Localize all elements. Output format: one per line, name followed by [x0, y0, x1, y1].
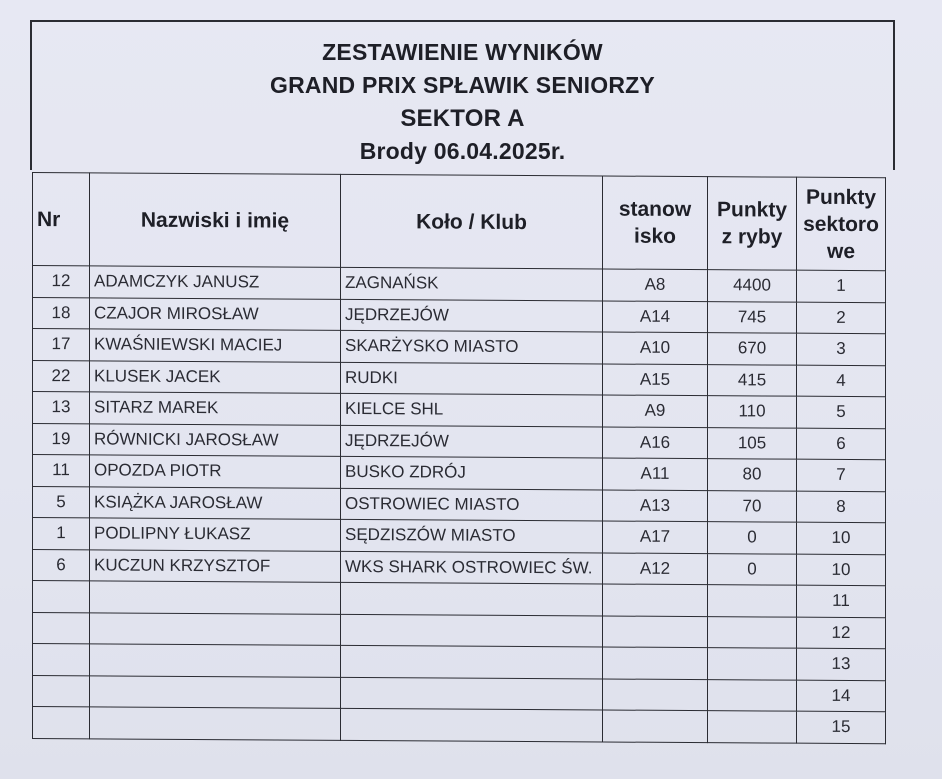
cell-name: KUCZUN KRZYSZTOF	[90, 549, 341, 582]
cell-club	[341, 677, 603, 710]
cell-name: RÓWNICKI JAROSŁAW	[90, 423, 341, 456]
cell-position	[603, 615, 708, 647]
table-row	[33, 675, 886, 712]
cell-fish-points: 0	[708, 522, 797, 554]
cell-name: ADAMCZYK JANUSZ	[90, 266, 341, 299]
cell-club: WKS SHARK OSTROWIEC ŚW.	[341, 551, 603, 584]
cell-fish-points: 70	[708, 490, 797, 522]
cell-club: BUSKO ZDRÓJ	[341, 456, 603, 489]
cell-nr	[33, 707, 90, 739]
cell-club: JĘDRZEJÓW	[341, 299, 603, 332]
table-row	[33, 266, 886, 303]
header-position	[603, 176, 708, 270]
cell-club: KIELCE SHL	[341, 393, 603, 426]
cell-name: KWAŚNIEWSKI MACIEJ	[90, 329, 341, 362]
header-row	[33, 173, 886, 271]
table-row	[33, 329, 886, 366]
header-position-part2: isko	[633, 224, 677, 248]
cell-name: CZAJOR MIROSŁAW	[90, 297, 341, 330]
cell-name: KSIĄŻKA JAROSŁAW	[90, 486, 341, 519]
cell-sector-points: 1	[797, 270, 886, 302]
header-name: Nazwiski i imię	[90, 173, 341, 268]
cell-position: A8	[603, 269, 708, 301]
header-sector-points-part2: sektoro	[803, 212, 879, 236]
cell-club: SĘDZISZÓW MIASTO	[341, 519, 603, 552]
cell-position: A17	[603, 521, 708, 553]
cell-sector-points: 10	[797, 522, 886, 554]
header-fish-points-part1: Punkty	[716, 198, 787, 222]
table-row	[33, 423, 886, 460]
header-sector-points-part3: we	[826, 239, 855, 263]
cell-nr: 5	[33, 486, 90, 518]
cell-nr	[33, 581, 90, 613]
cell-sector-points: 14	[797, 680, 886, 712]
cell-club: RUDKI	[341, 362, 603, 395]
cell-fish-points	[708, 616, 797, 648]
header-club: Koło / Klub	[341, 174, 603, 269]
cell-name	[90, 675, 341, 708]
cell-club	[341, 645, 603, 678]
cell-sector-points: 4	[797, 365, 886, 397]
header-sector-points	[797, 177, 886, 271]
cell-nr: 13	[33, 392, 90, 424]
cell-fish-points: 415	[708, 364, 797, 396]
cell-fish-points: 4400	[708, 270, 797, 302]
cell-sector-points: 3	[797, 333, 886, 365]
cell-club: JĘDRZEJÓW	[341, 425, 603, 458]
cell-club: ZAGNAŃSK	[341, 267, 603, 300]
cell-club: OSTROWIEC MIASTO	[341, 488, 603, 521]
cell-nr	[33, 612, 90, 644]
cell-name	[90, 612, 341, 645]
cell-sector-points: 2	[797, 302, 886, 334]
cell-name: SITARZ MAREK	[90, 392, 341, 425]
cell-club: SKARŻYSKO MIASTO	[341, 330, 603, 363]
cell-sector-points: 15	[797, 711, 886, 743]
cell-nr	[33, 644, 90, 676]
cell-nr: 6	[33, 549, 90, 581]
table-row	[33, 644, 886, 681]
cell-fish-points: 0	[708, 553, 797, 585]
cell-fish-points: 80	[708, 459, 797, 491]
cell-sector-points: 5	[797, 396, 886, 428]
cell-position	[603, 647, 708, 679]
cell-nr	[33, 675, 90, 707]
location-date: Brody 06.04.2025r.	[359, 138, 566, 164]
cell-position: A11	[603, 458, 708, 490]
cell-nr: 22	[33, 360, 90, 392]
cell-sector-points: 11	[797, 585, 886, 617]
table-row	[33, 518, 886, 555]
document-title: ZESTAWIENIE WYNIKÓW	[322, 39, 603, 65]
cell-sector-points: 10	[797, 554, 886, 586]
cell-fish-points: 105	[708, 427, 797, 459]
cell-name: KLUSEK JACEK	[90, 360, 341, 393]
cell-position	[603, 710, 708, 742]
table-row	[33, 392, 886, 429]
results-body	[33, 266, 886, 744]
cell-sector-points: 13	[797, 648, 886, 680]
table-row	[33, 486, 886, 523]
table-row	[33, 581, 886, 618]
cell-nr: 18	[33, 297, 90, 329]
cell-position: A10	[603, 332, 708, 364]
header-nr: Nr	[33, 173, 90, 266]
cell-position: A14	[603, 300, 708, 332]
table-row	[33, 707, 886, 744]
cell-name	[90, 581, 341, 614]
cell-fish-points: 110	[708, 396, 797, 428]
cell-fish-points	[708, 679, 797, 711]
cell-club	[341, 708, 603, 741]
header-fish-points	[708, 177, 797, 271]
table-row	[33, 612, 886, 649]
cell-sector-points: 8	[797, 491, 886, 523]
table-row	[33, 360, 886, 397]
title-block	[30, 20, 895, 170]
cell-fish-points	[708, 585, 797, 617]
cell-sector-points: 12	[797, 617, 886, 649]
cell-position: A12	[603, 552, 708, 584]
results-table	[32, 172, 886, 744]
cell-club	[341, 582, 603, 615]
cell-nr: 12	[33, 266, 90, 298]
cell-name: PODLIPNY ŁUKASZ	[90, 518, 341, 551]
cell-name	[90, 644, 341, 677]
cell-position: A9	[603, 395, 708, 427]
header-position-part1: stanow	[618, 197, 692, 222]
cell-position: A15	[603, 363, 708, 395]
cell-name: OPOZDA PIOTR	[90, 455, 341, 488]
cell-sector-points: 6	[797, 428, 886, 460]
table-row	[33, 455, 886, 492]
cell-sector-points: 7	[797, 459, 886, 491]
cell-fish-points	[708, 711, 797, 743]
cell-position: A16	[603, 426, 708, 458]
cell-fish-points	[708, 648, 797, 680]
table-row	[33, 297, 886, 334]
cell-position	[603, 584, 708, 616]
cell-nr: 11	[33, 455, 90, 487]
header-fish-points-part2: z ryby	[721, 225, 783, 249]
cell-nr: 19	[33, 423, 90, 455]
cell-nr: 17	[33, 329, 90, 361]
cell-position	[603, 678, 708, 710]
cell-position: A13	[603, 489, 708, 521]
header-sector-points-part1: Punkty	[805, 185, 876, 209]
cell-fish-points: 745	[708, 301, 797, 333]
cell-fish-points: 670	[708, 333, 797, 365]
cell-name	[90, 707, 341, 740]
cell-nr: 1	[33, 518, 90, 550]
cell-club	[341, 614, 603, 647]
sector-label: SEKTOR A	[400, 105, 525, 132]
competition-name: GRAND PRIX SPŁAWIK SENIORZY	[270, 72, 655, 98]
table-row	[33, 549, 886, 586]
